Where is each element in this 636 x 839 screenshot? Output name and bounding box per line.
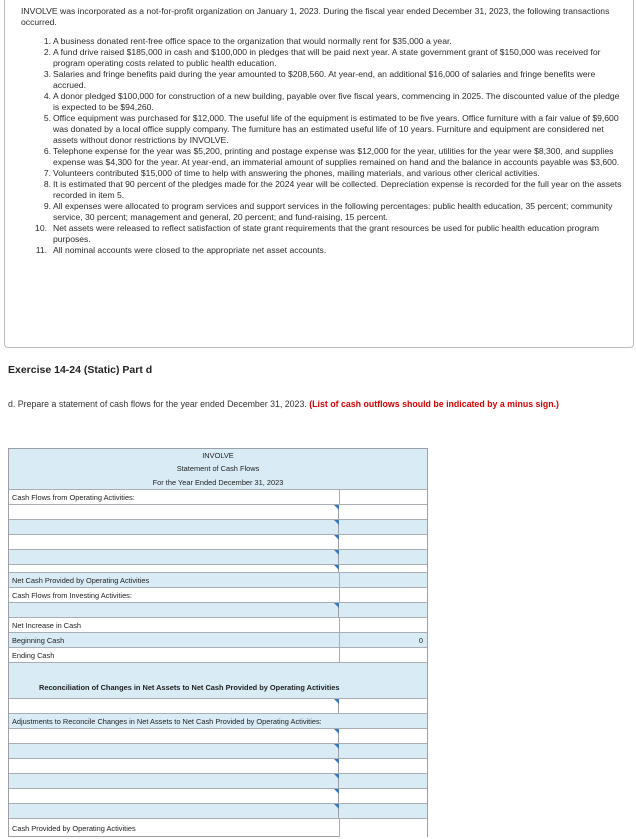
statement-org-row <box>9 449 427 462</box>
ending-cash-label: Ending Cash <box>12 651 55 660</box>
adjustment-line-input[interactable] <box>9 729 339 743</box>
adjustment-amount-input[interactable] <box>340 804 427 818</box>
investing-heading-row <box>9 587 427 602</box>
instruction-text: d. Prepare a statement of cash flows for the year ended December 31, 2023. <box>8 399 307 409</box>
transaction-item: 4. A donor pledged $100,000 for construction of a new building, payable over five fiscal years, commencing in 2025. The discounted value of the pledge is expected to be $94,260. <box>43 91 620 112</box>
cash-provided-row <box>9 818 427 837</box>
adjustment-row <box>9 743 427 758</box>
beginning-cash-value: 0 <box>418 636 423 645</box>
adjustment-line-input[interactable] <box>9 759 339 773</box>
statement-period-row <box>9 475 427 489</box>
beginning-cash-row <box>9 632 427 647</box>
adjustment-row <box>9 758 427 773</box>
net-operating-label: Net Cash Provided by Operating Activities <box>12 576 150 585</box>
ending-cash-amount[interactable] <box>340 648 427 662</box>
adjustment-amount-input[interactable] <box>340 729 427 743</box>
adjustment-line-input[interactable] <box>9 789 339 803</box>
operating-heading-row <box>9 489 427 504</box>
transaction-item: 8. It is estimated that 90 percent of the pledges made for the 2024 year will be collected. Depreciation expense is recorded for the full year on the assets recorded in item 5. <box>43 179 622 200</box>
statement-name-row <box>9 462 427 475</box>
adjustment-line-input[interactable] <box>9 774 339 788</box>
operating-heading: Cash Flows from Operating Activities: <box>12 493 135 502</box>
adjustment-amount-input[interactable] <box>340 759 427 773</box>
exercise-title: Exercise 14-24 (Static) Part d <box>8 364 153 376</box>
transaction-item: 9. All expenses were allocated to program services and support services in the following percentages: public health education, 35 percent; community service, 30 percent; management and general, 20 percent; and fund-raising, 15 percent. <box>43 201 613 222</box>
operating-row <box>9 504 427 519</box>
transaction-list <box>21 36 623 256</box>
recon-title-row <box>9 662 427 698</box>
operating-line-input[interactable] <box>9 520 339 534</box>
instruction-note: (List of cash outflows should be indicated by a minus sign.) <box>309 399 559 409</box>
cash-provided-label: Cash Provided by Operating Activities <box>12 824 136 833</box>
investing-amount-input[interactable] <box>340 603 427 617</box>
ending-cash-row <box>9 647 427 662</box>
operating-line-input[interactable] <box>9 535 339 549</box>
statement-name: Statement of Cash Flows <box>176 464 260 473</box>
adjustments-heading-row <box>9 713 427 728</box>
transaction-item: 10. Net assets were released to reflect satisfaction of state grant requirements that the grant resources be used for public health education program purposes. <box>35 223 600 244</box>
statement-org: INVOLVE <box>202 451 234 460</box>
operating-amount-input[interactable] <box>340 550 427 564</box>
operating-row <box>9 549 427 564</box>
transaction-item: 3. Salaries and fringe benefits paid during the year amounted to $208,560. At year-end, an additional $16,000 of salaries and fringe benefits were accrued. <box>43 69 596 90</box>
adjustment-line-input[interactable] <box>9 744 339 758</box>
problem-intro: INVOLVE was incorporated as a not-for-profit organization on January 1, 2023. During the fiscal year ended December 31, 2023, the following transactions occurred. <box>21 6 610 27</box>
net-assets-change-amount[interactable] <box>340 699 427 713</box>
beginning-cash-label: Beginning Cash <box>12 636 65 645</box>
adjustment-line-input[interactable] <box>9 804 339 818</box>
operating-amount-input[interactable] <box>340 535 427 549</box>
net-operating-row <box>9 572 427 587</box>
recon-title: Reconciliation of Changes in Net Assets to Net Cash Provided by Operating Activities <box>39 683 340 692</box>
operating-line-input[interactable] <box>9 505 339 519</box>
operating-row <box>9 519 427 534</box>
investing-heading: Cash Flows from Investing Activities: <box>12 591 132 600</box>
transaction-item: 2. A fund drive raised $185,000 in cash and $100,000 in pledges that will be paid next year. A state government grant of $150,000 was received for program operating costs related to public health education. <box>43 47 601 68</box>
adjustment-amount-input[interactable] <box>340 789 427 803</box>
adjustment-row <box>9 803 427 818</box>
operating-amount-input[interactable] <box>340 505 427 519</box>
net-assets-change-row <box>9 698 427 713</box>
transaction-item: 5. Office equipment was purchased for $12,000. The useful life of the equipment is estimated to be five years. Office furniture with a fair value of $9,600 was donated by a local office supply company. The furniture has an estimated useful life of 10 years. Furniture and equipment are considered net assets without donor restrictions by INVOLVE. <box>43 113 619 145</box>
adjustment-row <box>9 728 427 743</box>
cash-flow-statement-worksheet <box>8 448 428 837</box>
transaction-item: 11. All nominal accounts were closed to the appropriate net asset accounts. <box>35 245 327 255</box>
problem-statement <box>4 0 634 348</box>
adjustment-amount-input[interactable] <box>340 774 427 788</box>
instruction <box>8 399 628 410</box>
transaction-item: 7. Volunteers contributed $15,000 of time to help with answering the phones, mailing materials, and various other clerical activities. <box>43 168 540 178</box>
adjustment-row <box>9 788 427 803</box>
transaction-item: 1. A business donated rent-free office space to the organization that would normally rent for $35,000 a year. <box>43 36 452 46</box>
net-increase-amount[interactable] <box>340 618 427 632</box>
adjustment-row <box>9 773 427 788</box>
net-increase-label: Net Increase in Cash <box>12 621 82 630</box>
adjustment-amount-input[interactable] <box>340 744 427 758</box>
investing-row <box>9 602 427 617</box>
operating-row <box>9 534 427 549</box>
cash-provided-amount[interactable] <box>340 819 427 837</box>
net-operating-amount[interactable] <box>340 573 427 587</box>
operating-line-input[interactable] <box>9 550 339 564</box>
investing-line-input[interactable] <box>9 603 339 617</box>
statement-period: For the Year Ended December 31, 2023 <box>152 478 284 487</box>
beginning-cash-amount <box>340 633 427 647</box>
transaction-item: 6. Telephone expense for the year was $5,200, printing and postage expense was $12,000 for the year, utilities for the year were $8,300, and supplies expense was $4,300 for the year. At year-end, an immaterial amount of supplies remained on hand and the balance in accounts payable was $3,600. <box>43 146 620 167</box>
net-assets-change-input[interactable] <box>9 699 339 713</box>
net-increase-row <box>9 617 427 632</box>
operating-amount-input[interactable] <box>340 520 427 534</box>
adjustments-heading: Adjustments to Reconcile Changes in Net Assets to Net Cash Provided by Operating Activities: <box>12 717 322 726</box>
